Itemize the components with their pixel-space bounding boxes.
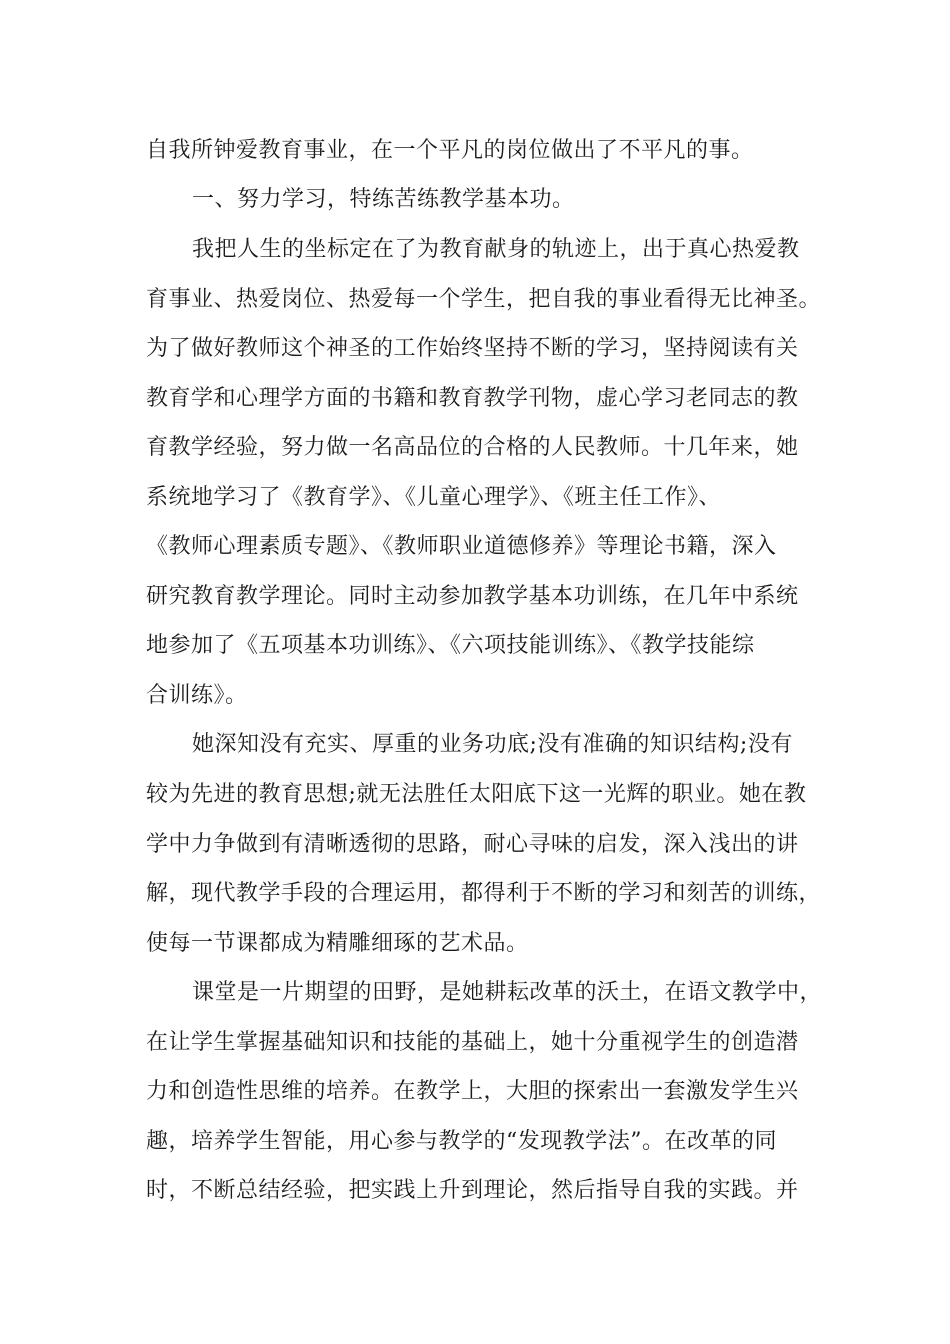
- text-line: 系统地学习了《教育学》、《儿童心理学》、《班主任工作》、: [146, 485, 722, 510]
- section-heading: 一、努力学习，特练苦练教学基本功。: [192, 187, 575, 212]
- text-line: 育事业、热爱岗位、热爱每一个学生，把自我的事业看得无比神圣。: [146, 287, 822, 312]
- text-line: 趣，培养学生智能，用心参与教学的“发现教学法”。在改革的同: [146, 1129, 777, 1154]
- text-line: 地参加了《五项基本功训练》、《六项技能训练》、《教学技能综: [146, 633, 755, 658]
- text-line: 学中力争做到有清晰透彻的思路，耐心寻味的启发，深入浅出的讲: [146, 832, 799, 857]
- text-line: 《教师心理素质专题》、《教师职业道德修养》等理论书籍，深入: [146, 534, 777, 559]
- text-line: 解，现代教学手段的合理运用，都得利于不断的学习和刻苦的训练，: [146, 881, 822, 906]
- text-line: 合训练》。: [146, 683, 248, 708]
- text-line: 教育学和心理学方面的书籍和教育教学刊物，虚心学习老同志的教: [146, 386, 799, 411]
- text-line: 我把人生的坐标定在了为教育献身的轨迹上，出于真心热爱教: [192, 237, 800, 262]
- text-line: 时，不断总结经验，把实践上升到理论，然后指导自我的实践。并: [146, 1178, 799, 1203]
- text-line: 课堂是一片期望的田野，是她耕耘改革的沃土，在语文教学中，: [192, 980, 823, 1005]
- text-line: 育教学经验，努力做一名高品位的合格的人民教师。十几年来，她: [146, 435, 799, 460]
- text-line: 自我所钟爱教育事业，在一个平凡的岗位做出了不平凡的事。: [146, 138, 754, 163]
- text-line: 她深知没有充实、厚重的业务功底;没有准确的知识结构;没有: [192, 732, 793, 757]
- text-line: 使每一节课都成为精雕细琢的艺术品。: [146, 931, 529, 956]
- text-line: 较为先进的教育思想;就无法胜任太阳底下这一光辉的职业。她在教: [146, 782, 807, 807]
- text-line: 力和创造性思维的培养。在教学上，大胆的探索出一套激发学生兴: [146, 1079, 799, 1104]
- text-line: 研究教育教学理论。同时主动参加教学基本功训练，在几年中系统: [146, 584, 799, 609]
- text-line: 在让学生掌握基础知识和技能的基础上，她十分重视学生的创造潜: [146, 1030, 799, 1055]
- text-line: 为了做好教师这个神圣的工作始终坚持不断的学习，坚持阅读有关: [146, 336, 799, 361]
